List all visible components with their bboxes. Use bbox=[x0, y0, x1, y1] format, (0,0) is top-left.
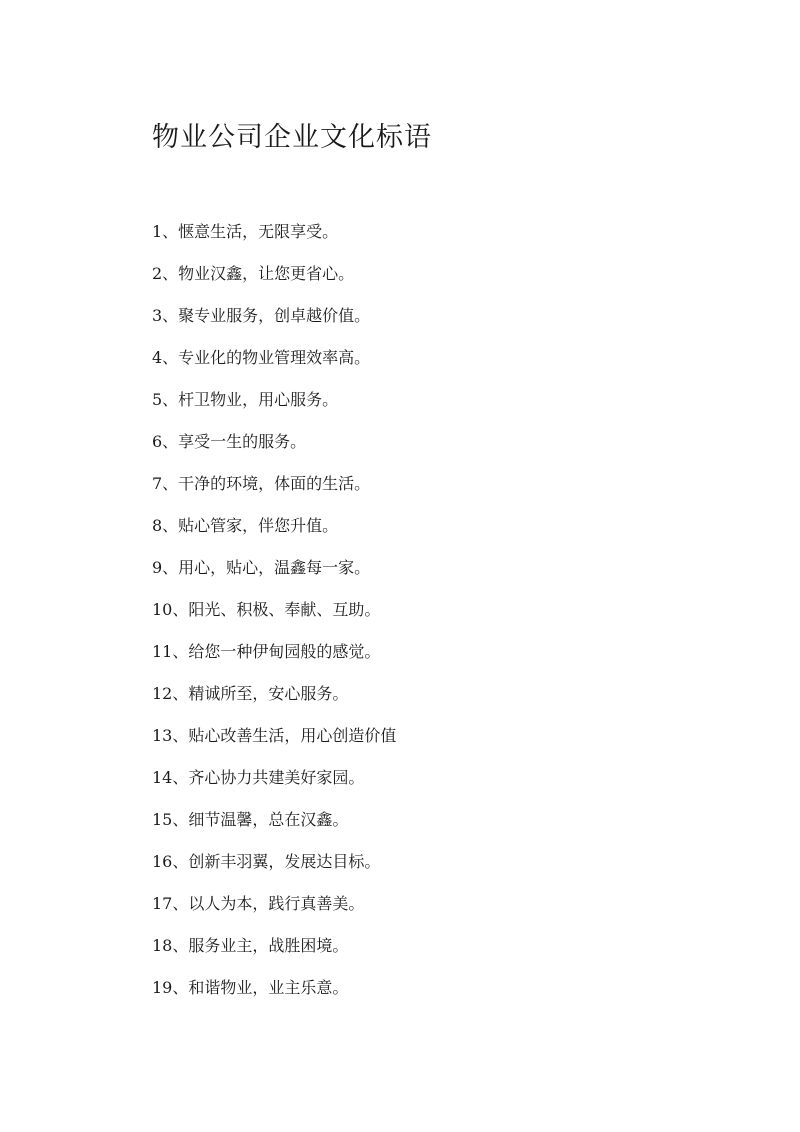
slogan-item: 16、创新丰羽翼，发展达目标。 bbox=[152, 852, 381, 871]
slogan-item: 15、细节温馨，总在汉鑫。 bbox=[152, 810, 349, 829]
slogan-item: 18、服务业主，战胜困境。 bbox=[152, 936, 349, 955]
slogan-item: 13、贴心改善生活，用心创造价值 bbox=[152, 726, 397, 745]
slogan-item: 17、以人为本，践行真善美。 bbox=[152, 894, 365, 913]
slogan-item: 2、物业汉鑫，让您更省心。 bbox=[152, 264, 355, 283]
slogan-item: 14、齐心协力共建美好家园。 bbox=[152, 768, 365, 787]
slogan-item: 5、杆卫物业，用心服务。 bbox=[152, 390, 339, 409]
slogan-list bbox=[152, 218, 396, 1016]
slogan-item: 8、贴心管家，伴您升值。 bbox=[152, 516, 339, 535]
slogan-item: 9、用心，贴心，温鑫每一家。 bbox=[152, 558, 371, 577]
slogan-item: 6、享受一生的服务。 bbox=[152, 432, 307, 451]
slogan-item: 19、和谐物业，业主乐意。 bbox=[152, 978, 349, 997]
document-title: 物业公司企业文化标语 bbox=[152, 122, 432, 153]
slogan-item: 12、精诚所至，安心服务。 bbox=[152, 684, 349, 703]
slogan-item: 11、给您一种伊甸园般的感觉。 bbox=[152, 642, 381, 661]
slogan-item: 7、干净的环境，体面的生活。 bbox=[152, 474, 371, 493]
slogan-item: 10、阳光、积极、奉献、互助。 bbox=[152, 600, 381, 619]
slogan-item: 1、惬意生活，无限享受。 bbox=[152, 222, 339, 241]
slogan-item: 3、聚专业服务，创卓越价值。 bbox=[152, 306, 371, 325]
slogan-item: 4、专业化的物业管理效率高。 bbox=[152, 348, 371, 367]
